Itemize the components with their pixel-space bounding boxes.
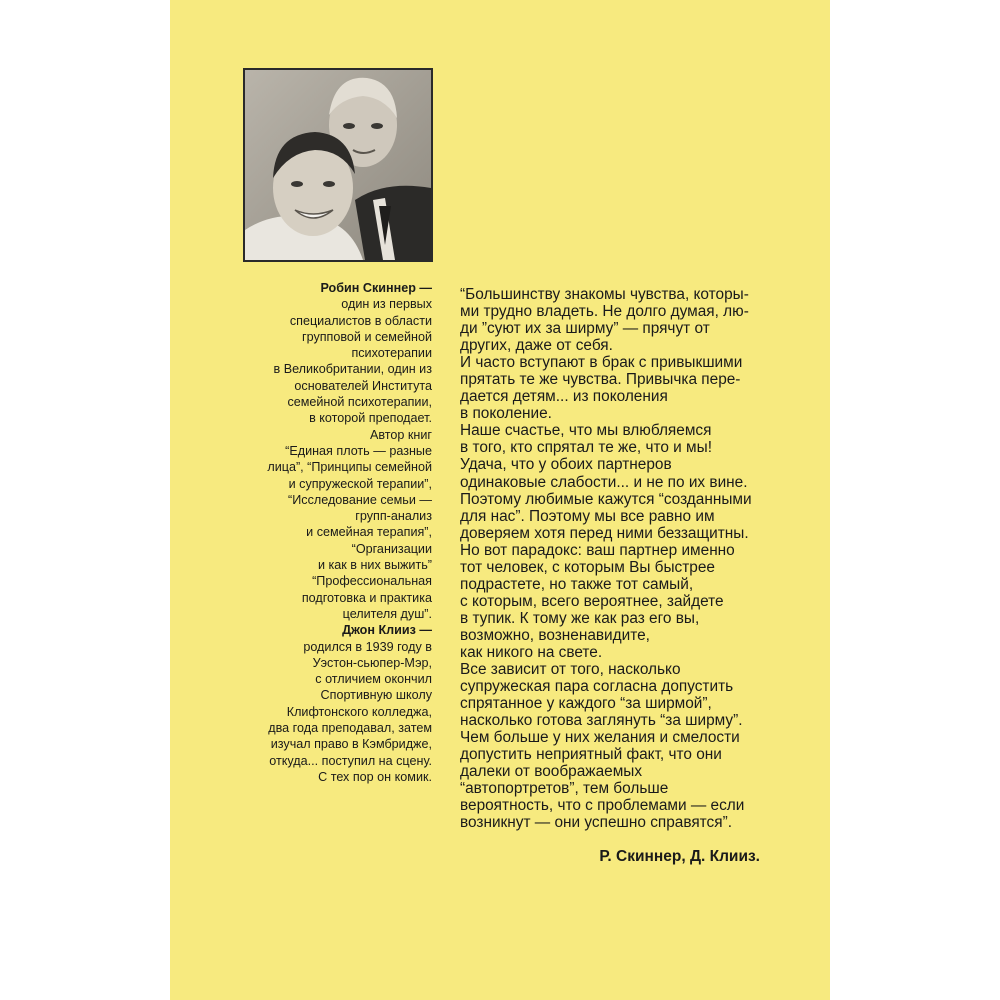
cleese-bio-line: изучал право в Кэмбридже, — [270, 737, 432, 752]
quote-line: Но вот парадокс: ваш партнер именно — [460, 541, 735, 559]
quote-line: в того, кто спрятал те же, что и мы! — [460, 439, 712, 457]
quote-line: как никого на свете. — [460, 643, 603, 661]
skinner-bio-line: групповой и семейной — [301, 329, 432, 344]
quote-line: спрятанное у каждого “за ширмой”, — [460, 695, 712, 713]
skinner-bio-line: целителя душ”. — [342, 606, 432, 621]
skinner-bio-line: “Исследование семьи — — [288, 492, 432, 507]
cleese-bio-line: Клифтонского колледжа, — [286, 704, 432, 719]
quote-line: ми трудно владеть. Не долго думая, лю- — [460, 303, 749, 321]
cleese-bio-line: Уэстон-сьюпер-Мэр, — [312, 655, 432, 670]
skinner-bio-line: и семейная терапия”, — [306, 525, 432, 540]
quote-line: И часто вступают в брак с привыкшими — [460, 354, 743, 372]
quote-line: Наше счастье, что мы влюбляемся — [460, 422, 712, 440]
skinner-bio-line: специалистов в области — [289, 313, 432, 328]
quote-line: других, даже от себя. — [460, 337, 613, 355]
quote-line: Удача, что у обоих партнеров — [460, 456, 672, 474]
quote-line: “Большинству знакомы чувства, которы- — [460, 286, 749, 303]
cleese-bio-line: два года преподавал, затем — [268, 721, 432, 736]
authors-photo — [243, 68, 433, 262]
quote-line: для нас”. Поэтому мы все равно им — [460, 507, 715, 525]
quote-line: Все зависит от того, насколько — [460, 661, 681, 679]
quote-line: прятать те же чувства. Привычка пере- — [460, 371, 741, 389]
skinner-name: Робин Скиннер — — [320, 281, 432, 295]
quote-line: Чем больше у них желания и смелости — [460, 729, 740, 747]
cleese-bio-line: С тех пор он комик. — [318, 769, 432, 784]
quote-line: доверяем хотя перед ними беззащитны. — [460, 524, 749, 542]
quote-line: тот человек, с которым Вы быстрее — [460, 558, 715, 576]
quote-line: в тупик. К тому же как раз его вы, — [460, 609, 700, 627]
cleese-bio-line: откуда... поступил на сцену. — [269, 753, 432, 768]
skinner-bio-line: групп-анализ — [355, 509, 432, 524]
cleese-name: Джон Клииз — — [342, 623, 432, 638]
skinner-bio-line: один из первых — [341, 297, 432, 312]
skinner-bio-line: основателей Института — [294, 378, 432, 393]
skinner-bio-line: семейной психотерапии, — [287, 395, 432, 410]
cleese-bio-line: Спортивную школу — [320, 688, 432, 703]
quote-line: подрастете, но также тот самый, — [460, 575, 694, 593]
quote-line: одинаковые слабости... и не по их вине. — [460, 473, 748, 491]
authors-biography — [236, 280, 432, 785]
skinner-bio-line: и супружеской терапии”, — [288, 476, 432, 491]
skinner-bio-line: Автор книг — [369, 427, 432, 442]
skinner-bio-line: и как в них выжить” — [317, 558, 432, 573]
quote-line: с которым, всего вероятнее, зайдете — [460, 592, 724, 610]
skinner-bio-line: подготовка и практика — [301, 590, 432, 605]
quote-line: далеки от воображаемых — [460, 763, 643, 781]
skinner-bio-line: в Великобритании, один из — [273, 362, 432, 377]
quote-line: “автопортретов”, тем больше — [460, 780, 669, 798]
skinner-bio-line: “Организации — [351, 541, 432, 556]
cleese-bio-line: родился в 1939 году в — [303, 639, 432, 654]
quote-line: возникнут — они успешно справятся”. — [460, 814, 732, 832]
quote-line: допустить неприятный факт, что они — [460, 746, 722, 764]
skinner-bio-line: в которой преподает. — [309, 411, 432, 426]
quote-line: в поколение. — [460, 405, 552, 423]
skinner-bio-line: “Профессиональная — [312, 574, 432, 589]
cleese-bio-line: с отличием окончил — [315, 672, 432, 687]
authors-photo-image — [245, 70, 431, 260]
quote-signature: Р. Скиннер, Д. Клииз. — [599, 848, 760, 865]
authors-quote — [460, 286, 780, 832]
quote-line: дается детям... из поколения — [460, 388, 668, 406]
quote-line: ди ”суют их за ширму” — прячут от — [460, 320, 710, 338]
skinner-bio-line: психотерапии — [351, 346, 432, 361]
quote-line: возможно, возненавидите, — [460, 626, 650, 644]
skinner-bio-line: “Единая плоть — разные — [285, 443, 432, 458]
quote-line: Поэтому любимые кажутся “созданными — [460, 490, 752, 508]
quote-line: насколько готова заглянуть “за ширму”. — [460, 712, 743, 730]
quote-line: вероятность, что с проблемами — если — [460, 797, 745, 815]
quote-line: супружеская пара согласна допустить — [460, 678, 734, 696]
skinner-bio-line: лица”, “Принципы семейной — [267, 460, 432, 475]
